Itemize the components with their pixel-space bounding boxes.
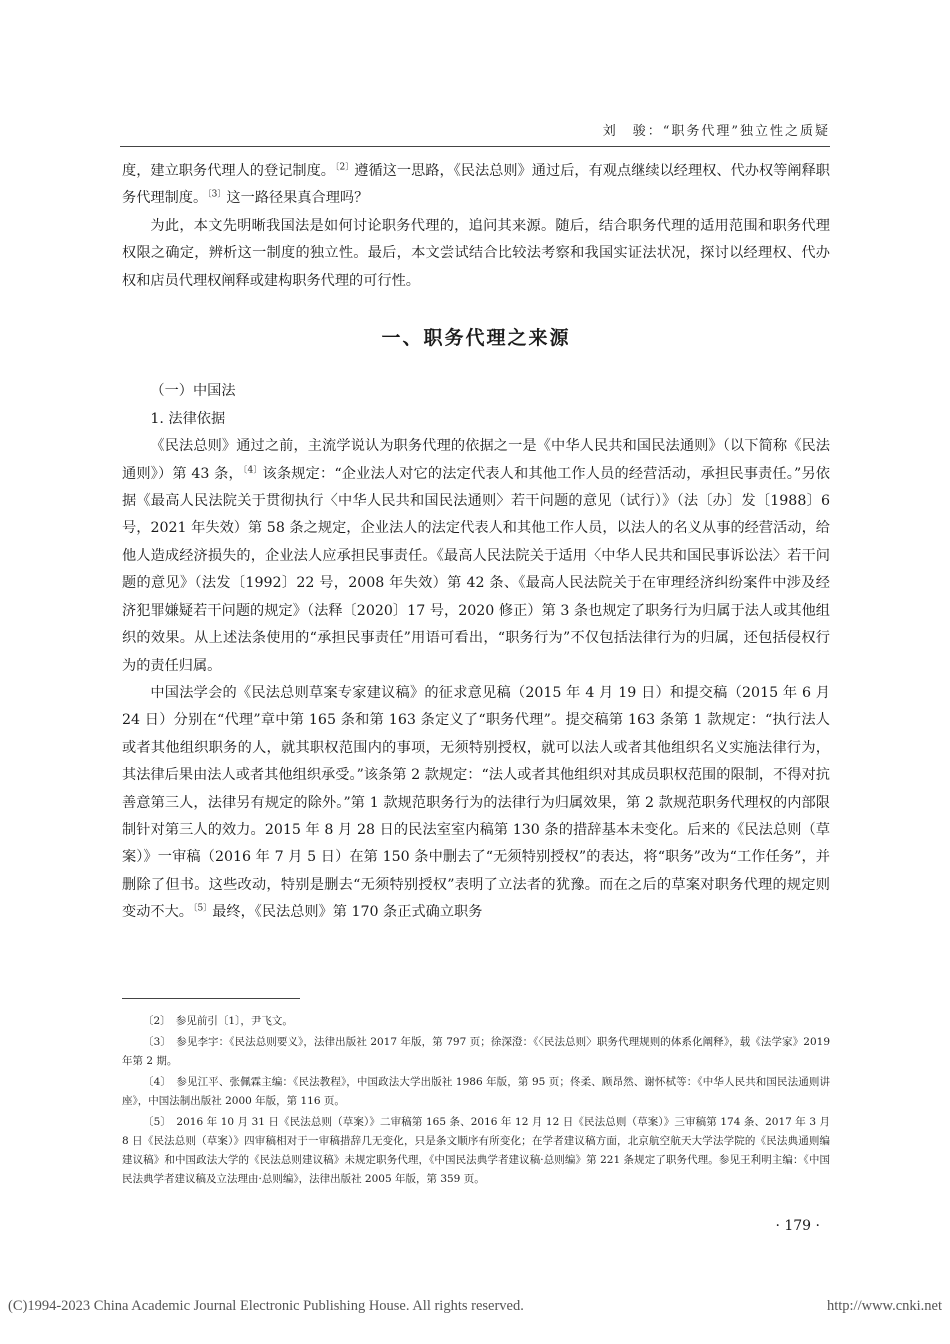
footnote: 〔2〕 参见前引〔1〕，尹飞文。 — [143, 1015, 293, 1027]
running-header: 刘 骏：“职务代理”独立性之质疑 — [602, 124, 830, 139]
paragraph: 为此，本文先明晰我国法是如何讨论职务代理的，追问其来源。随后，结合职务代理的适用范围和职务代理权限之确定，辨析这一制度的独立性。最后，本文尝试结合比较法考察和我国实证法状况，探讨以经理权、代办权和店员代理权阐释或建构职务代理的可行性。 — [122, 217, 830, 289]
footnotes — [122, 1012, 830, 1191]
footnote: 〔4〕 参见江平、张佩霖主编：《民法教程》，中国政法大学出版社 1986 年版，第 95 页；佟柔、顾昂然、谢怀栻等：《中华人民共和国民法通则讲座》，中国法制出版社 2000 年版，第 116 页。 — [122, 1076, 830, 1107]
paragraph: 《民法总则》通过之前，主流学说认为职务代理的依据之一是《中华人民共和国民法通则》（以下简称《民法通则》）第 43 条，$^{〔4〕}$该条规定：“企业法人对它的法定代表人和其他工作人员的经营活动，承担民事责任。”另依据《最高人民法院关于贯彻执行〈中华人民共和国民法通则〉若干问题的意见（试行）》（法〔办〕发〔1988〕6 号，2021 年失效）第 58 条之规定，企业法人的法定代表人和其他工作人员，以法人的名义从事的经营活动，给他人造成经济损失的，企业法人应承担民事责任。《最高人民法院关于适用〈中华人民共和国民事诉讼法〉若干问题的意见》（法发〔1992〕22 号，2008 年失效）第 42 条、《最高人民法院关于在审理经济纠纷案件中涉及经济犯罪嫌疑若干问题的规定》（法释〔2020〕17 号，2020 修正）第 3 条也规定了职务行为归属于法人或其他组织的效果。从上述法条使用的“承担民事责任”用语可看出，“职务行为”不仅包括法律行为的归属，还包括侵权行为的责任归属。 — [122, 438, 830, 674]
subsection-heading: （一）中国法 — [150, 383, 236, 400]
copyright-notice: (C)1994-2023 China Academic Journal Electronic Publishing House. All rights reserved. — [8, 1298, 524, 1314]
copyright-bar — [8, 1298, 942, 1315]
paragraph: 中国法学会的《民法总则草案专家建议稿》的征求意见稿（2015 年 4 月 19 日）和提交稿（2015 年 6 月 24 日）分别在“代理”章中第 165 条和第 163 条定义了“职务代理”。提交稿第 163 条第 1 款规定：“执行法人或者其他组织职务的人，就其职权范围内的事项，无须特别授权，就可以法人或者其他组织名义实施法律行为，其法律后果由法人或者其他组织承受。”该条第 2 款规定：“法人或者其他组织对其成员职权范围的限制，不得对抗善意第三人，法律另有规定的除外。”第 1 款规范职务行为的法律行为归属效果，第 2 款规范职务代理权的内部限制针对第三人的效力。2015 年 8 月 28 日的民法室室内稿第 130 条的措辞基本未变化。后来的《民法总则（草案）》一审稿（2016 年 7 月 5 日）在第 150 条中删去了“无须特别授权”的表达，将“职务”改为“工作任务”，并删除了但书。这些改动，特别是删去“无须特别授权”表明了立法者的犹豫。而在之后的草案对职务代理的规定则变动不大。$^{〔5〕}$最终，《民法总则》第 170 条正式确立职务 — [122, 684, 830, 921]
paragraph: 度，建立职务代理人的登记制度。$^{〔2〕}$遵循这一思路，《民法总则》通过后，有观点继续以经理权、代办权等阐释职务代理制度。$^{〔3〕}$这一路径果真合理吗？ — [122, 162, 830, 207]
section-title: 一、职务代理之来源 — [381, 327, 571, 350]
footnote: 〔3〕 参见李宇：《民法总则要义》，法律出版社 2017 年版，第 797 页；徐深澄：《〈民法总则〉职务代理规则的体系化阐释》，载《法学家》2019 年第 2 期。 — [122, 1036, 830, 1067]
cnki-link[interactable]: http://www.cnki.net — [826, 1298, 942, 1314]
footnote-ref[interactable]: 〔3〕 — [207, 189, 227, 200]
footnote-rule — [122, 998, 300, 999]
page-number: · 179 · — [775, 1218, 820, 1234]
footnote-ref[interactable]: 〔5〕 — [192, 903, 213, 914]
footnote-ref[interactable]: 〔2〕 — [335, 162, 355, 173]
subsection-heading: 1. 法律依据 — [150, 410, 226, 427]
footnote-ref[interactable]: 〔4〕 — [242, 464, 263, 475]
header-rule — [120, 146, 830, 147]
footnote: 〔5〕 2016 年 10 月 31 日《民法总则（草案）》二审稿第 165 条、2016 年 12 月 12 日《民法总则（草案）》三审稿第 174 条、2017 年 3 月 8 日《民法总则（草案）》四审稿相对于一审稿措辞几无变化，只是条文顺序有所变化；在学者建议稿方面，北京航空航天大学法学院的《民法典通则编建议稿》和中国政法大学的《民法总则建议稿》未规定职务代理，《中国民法典学者建议稿·总则编》第 221 条规定了职务代理。参见王利明主编：《中国民法典学者建议稿及立法理由·总则编》，法律出版社 2005 年版，第 359 页。 — [122, 1116, 830, 1185]
article-body — [122, 158, 830, 927]
